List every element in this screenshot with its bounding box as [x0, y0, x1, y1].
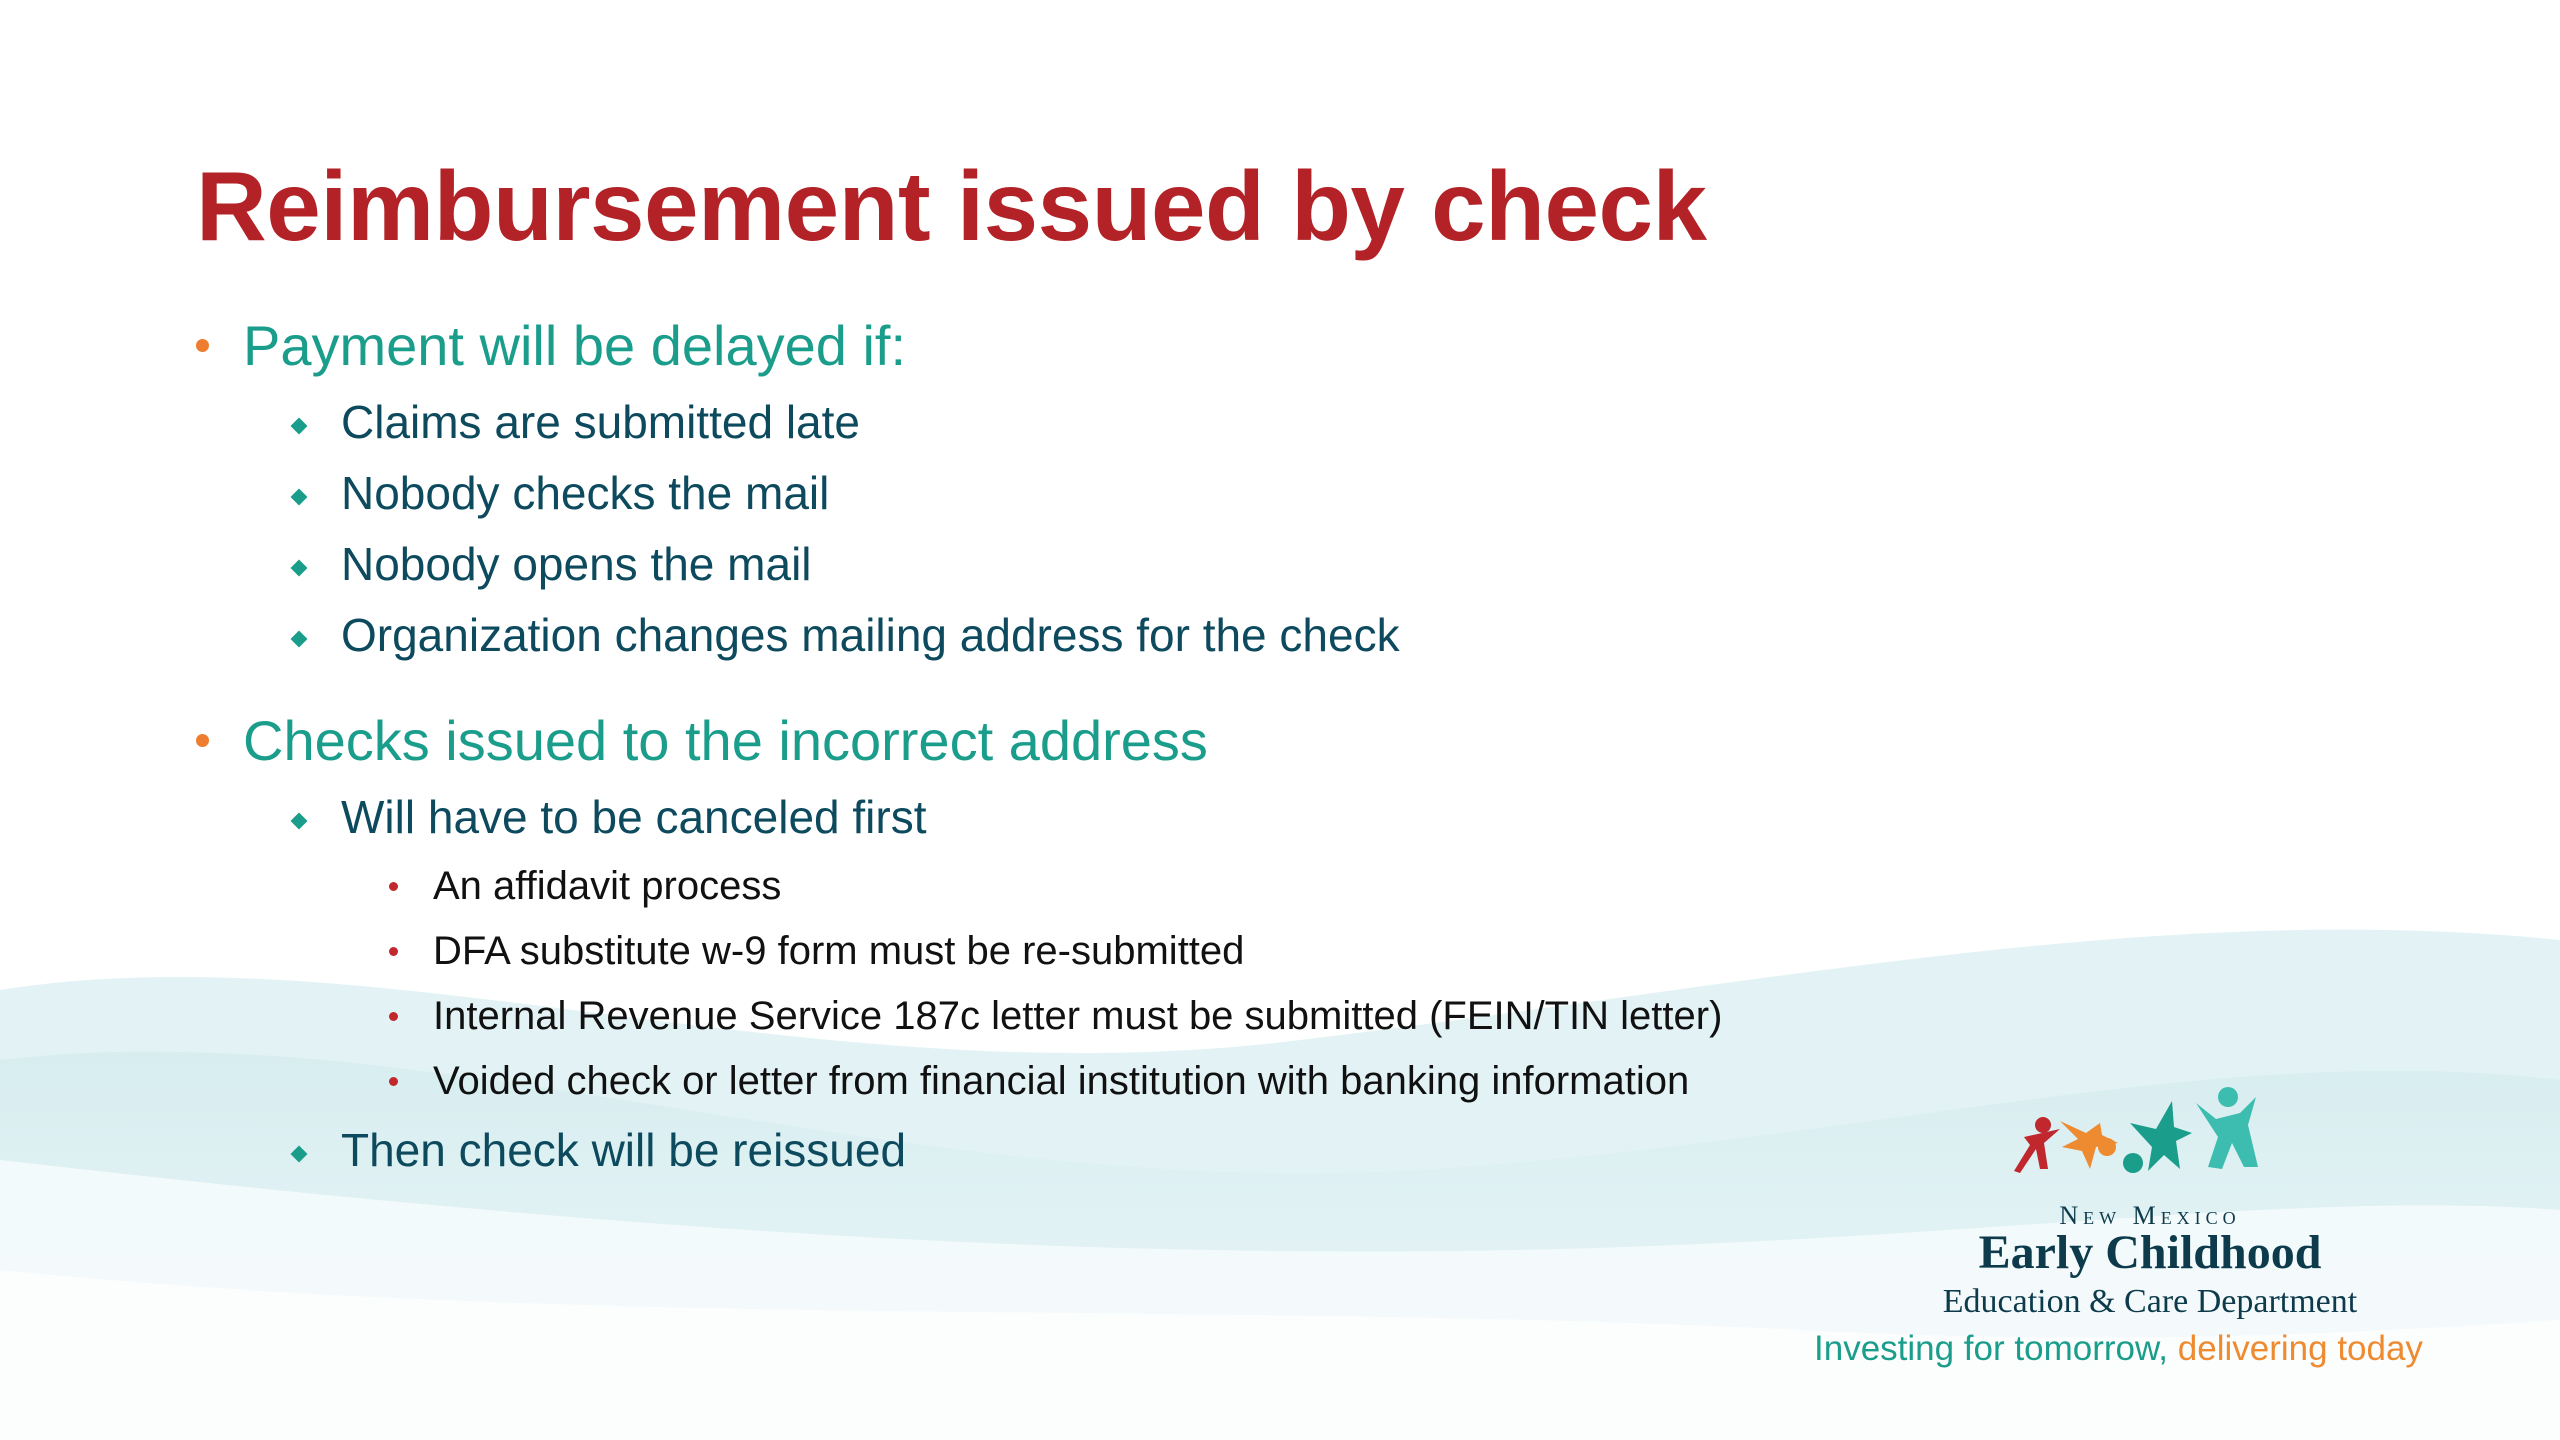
sub-bullet-item: [389, 1053, 1689, 1109]
bullet-text: Claims are submitted late: [341, 396, 860, 448]
bullet-text: DFA substitute w-9 form must be re-submitted: [433, 928, 1245, 973]
bullet-text: Checks issued to the incorrect address: [243, 708, 1208, 772]
diamond-icon: [291, 489, 308, 506]
bullet-heading-payment-delayed: [196, 305, 906, 385]
orange-dot-icon: [196, 734, 209, 747]
bullet-text: Will have to be canceled first: [341, 791, 927, 843]
diamond-icon: [291, 631, 308, 648]
sub-bullet-item: [389, 923, 1244, 979]
bullet-item: [293, 461, 829, 525]
light-teal-figure-icon: [2196, 1087, 2258, 1169]
diamond-icon: [291, 560, 308, 577]
tagline-part2: delivering today: [2177, 1329, 2423, 1368]
diamond-icon: [291, 813, 308, 830]
department-logo: [1780, 1085, 2520, 1385]
red-dot-icon: [389, 947, 398, 956]
bullet-text: Then check will be reissued: [341, 1124, 907, 1176]
bullet-heading-incorrect-address: [196, 700, 1208, 780]
red-dot-icon: [389, 1077, 398, 1086]
red-dot-icon: [389, 882, 398, 891]
bullet-text: Voided check or letter from financial institution with banking information: [433, 1058, 1690, 1103]
bullet-text: Organization changes mailing address for the check: [341, 609, 1400, 661]
bullet-item: [293, 785, 927, 849]
bullet-text: An affidavit process: [433, 863, 782, 908]
slide-title: Reimbursement issued by check: [196, 151, 1707, 261]
sub-bullet-item: [389, 858, 781, 914]
teal-figure-icon: [2123, 1101, 2192, 1173]
tagline-part1: Investing for tomorrow,: [1814, 1329, 2169, 1368]
diamond-icon: [291, 418, 308, 435]
logo-name: Early Childhood: [1978, 1226, 2322, 1279]
red-dot-icon: [389, 1012, 398, 1021]
logo-state-line: New Mexico: [2059, 1201, 2241, 1230]
bullet-item: [293, 603, 1400, 667]
orange-dot-icon: [196, 339, 209, 352]
bullet-text: Internal Revenue Service 187c letter must be submitted (FEIN/TIN letter): [433, 993, 1723, 1038]
bullet-text: Nobody opens the mail: [341, 538, 812, 590]
figures-icon: [2000, 1085, 2300, 1195]
orange-figure-icon: [2060, 1121, 2118, 1169]
bullet-item: [293, 532, 812, 596]
diamond-icon: [291, 1146, 308, 1163]
red-figure-icon: [2014, 1117, 2060, 1173]
logo-department: Education & Care Department: [1942, 1283, 2358, 1320]
bullet-text: Payment will be delayed if:: [243, 313, 907, 377]
bullet-text: Nobody checks the mail: [341, 467, 830, 519]
bullet-item: [293, 1118, 906, 1182]
logo-tagline: [1814, 1329, 2423, 1369]
bullet-item: [293, 390, 860, 454]
sub-bullet-item: [389, 988, 1722, 1044]
